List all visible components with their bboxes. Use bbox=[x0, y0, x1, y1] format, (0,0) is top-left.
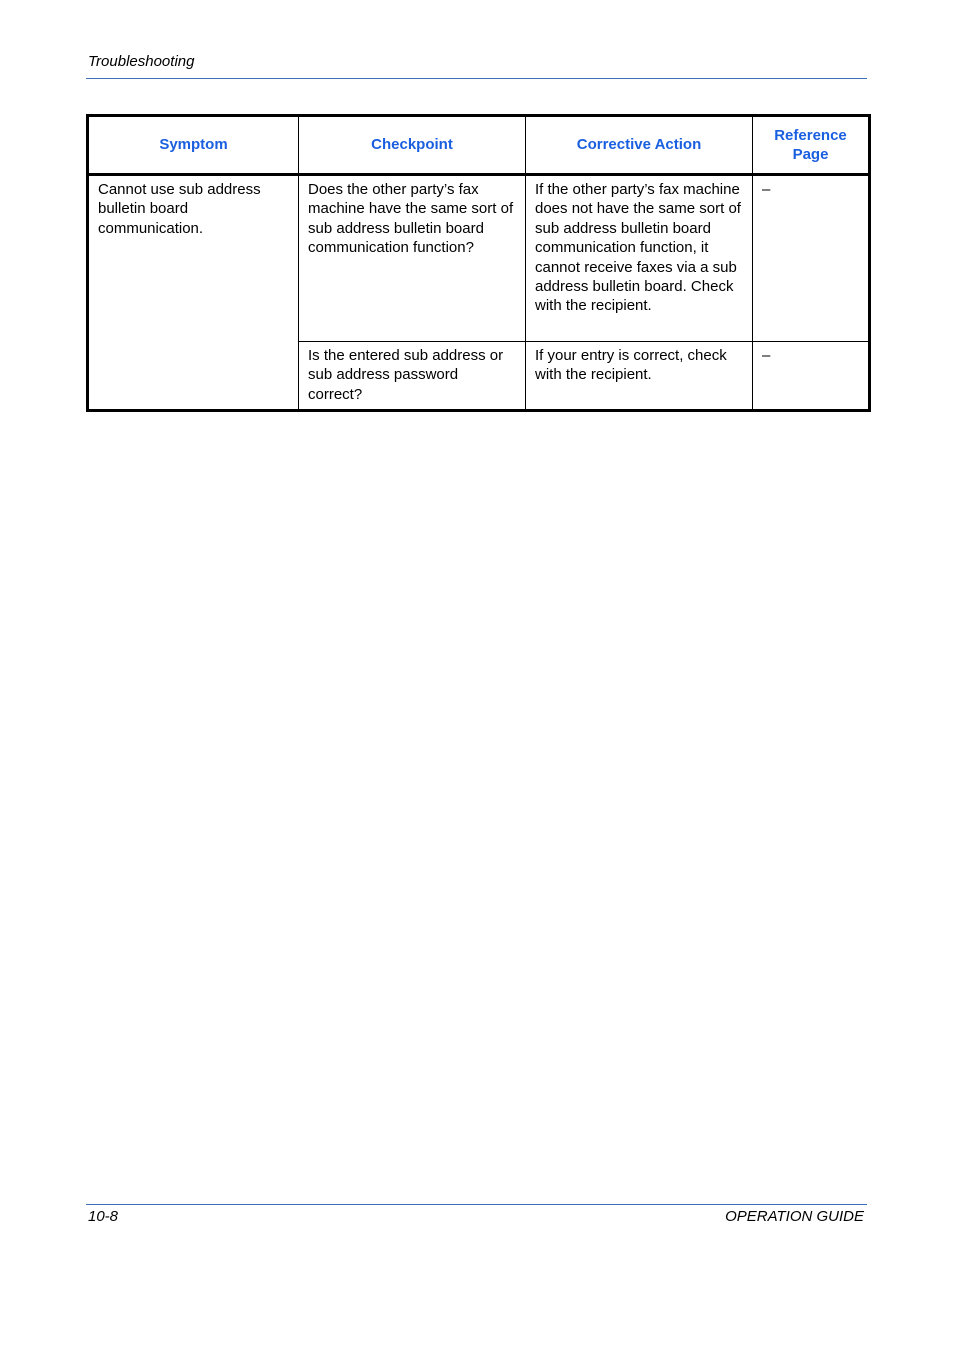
column-header-reference-page: Reference Page bbox=[753, 116, 870, 175]
checkpoint-cell: Does the other party’s fax machine have the same sort of sub address bulletin board communication function? bbox=[299, 175, 526, 342]
guide-name: OPERATION GUIDE bbox=[725, 1208, 864, 1225]
header-rule bbox=[86, 78, 867, 79]
corrective-action-cell: If your entry is correct, check with the recipient. bbox=[526, 342, 753, 411]
corrective-action-cell: If the other party’s fax machine does not have the same sort of sub address bulletin board communication function, it cannot receive faxes via a sub address bulletin board. Check with the recipient. bbox=[526, 175, 753, 342]
troubleshooting-table bbox=[86, 114, 871, 412]
table-header-row bbox=[88, 116, 870, 175]
symptom-cell: Cannot use sub address bulletin board communication. bbox=[88, 175, 299, 411]
column-header-checkpoint: Checkpoint bbox=[299, 116, 526, 175]
reference-page-cell: – bbox=[753, 342, 870, 411]
column-header-symptom: Symptom bbox=[88, 116, 299, 175]
table-row bbox=[88, 175, 870, 342]
footer-rule bbox=[86, 1204, 867, 1205]
column-header-corrective-action: Corrective Action bbox=[526, 116, 753, 175]
running-header: Troubleshooting bbox=[88, 53, 195, 70]
checkpoint-cell: Is the entered sub address or sub address password correct? bbox=[299, 342, 526, 411]
reference-page-cell: – bbox=[753, 175, 870, 342]
page-number: 10-8 bbox=[88, 1208, 119, 1225]
